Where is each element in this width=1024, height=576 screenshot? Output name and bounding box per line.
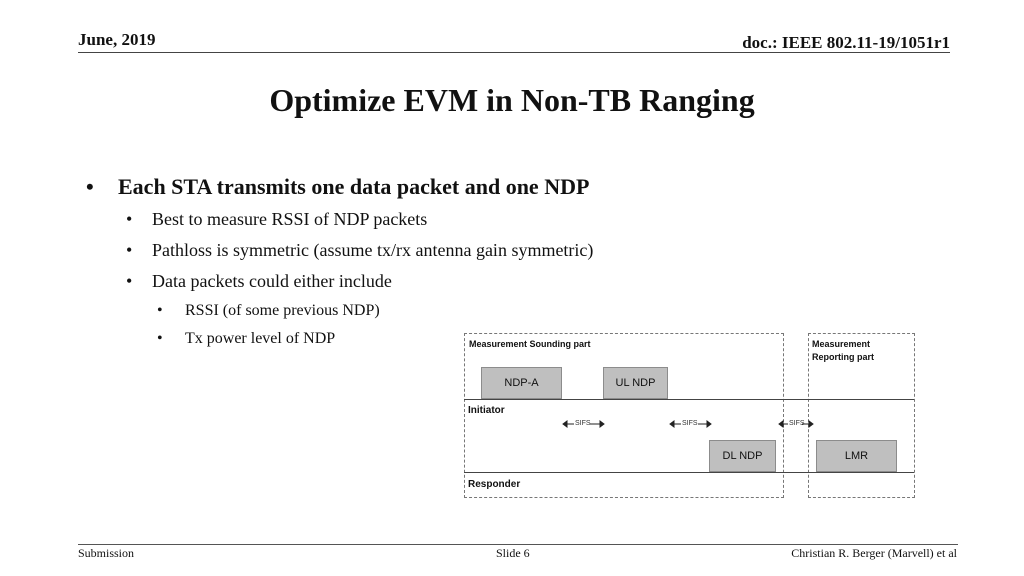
sifs-label-3: SIFS [789, 420, 805, 427]
bullet-text: Data packets could either include [152, 271, 392, 291]
bullet-dot: • [157, 330, 163, 347]
bullet-dot: • [126, 209, 133, 229]
sounding-part-label: Measurement Sounding part [469, 339, 591, 349]
footer-slide-number: Slide 6 [496, 546, 530, 560]
bullet-dot: • [86, 174, 94, 199]
sifs-label-2: SIFS [682, 420, 698, 427]
reporting-part-label-1: Measurement [812, 339, 871, 349]
bullet-dot: • [157, 302, 163, 319]
bullet-text: Pathloss is symmetric (assume tx/rx antenna gain symmetric) [152, 240, 594, 260]
bullet-dot: • [126, 271, 133, 291]
slide-title: Optimize EVM in Non-TB Ranging [269, 82, 755, 118]
initiator-label: Initiator [468, 405, 505, 416]
header-doc-id: doc.: IEEE 802.11-19/1051r1 [742, 33, 950, 52]
header-rule [78, 52, 950, 53]
bullet-text: Tx power level of NDP [185, 330, 336, 347]
reporting-part-label-2: Reporting part [812, 352, 874, 362]
initiator-timeline [464, 399, 914, 400]
footer-author: Christian R. Berger (Marvell) et al [791, 546, 957, 560]
sifs-label-1: SIFS [575, 420, 591, 427]
bullet-dot: • [126, 240, 133, 260]
packet-dl-ndp: DL NDP [709, 440, 776, 472]
bullet-text: RSSI (of some previous NDP) [185, 302, 380, 319]
bullet-text: Best to measure RSSI of NDP packets [152, 209, 428, 229]
packet-ul-ndp: UL NDP [603, 367, 668, 399]
bullet-text: Each STA transmits one data packet and one NDP [118, 174, 590, 199]
responder-timeline [464, 472, 914, 473]
footer-rule [78, 544, 958, 545]
packet-lmr: LMR [816, 440, 897, 472]
packet-ndpa: NDP-A [481, 367, 562, 399]
footer-submission: Submission [78, 546, 135, 560]
header-date: June, 2019 [78, 30, 156, 49]
responder-label: Responder [468, 479, 521, 490]
